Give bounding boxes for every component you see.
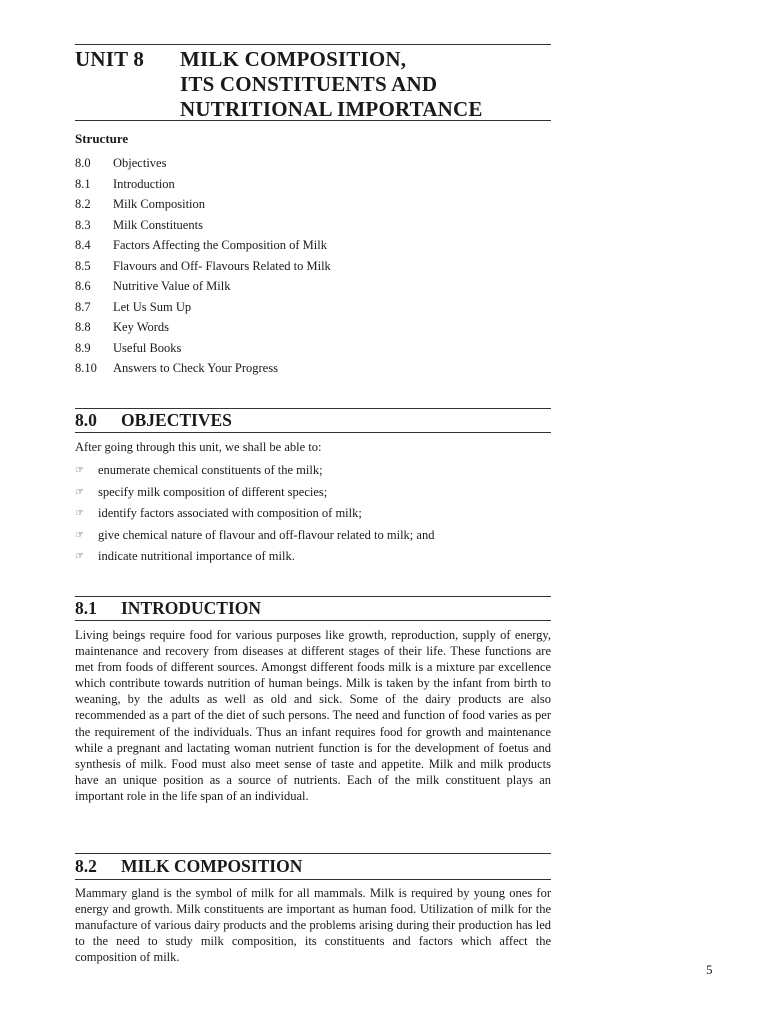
page-number: 5 (706, 962, 713, 977)
pointing-hand-icon: ☞ (75, 551, 84, 562)
toc-item (75, 215, 551, 236)
toc-item (75, 297, 551, 318)
objective-item (75, 460, 551, 482)
toc-label: Factors Affecting the Composition of Milk (113, 238, 327, 252)
section-number: 8.2 (75, 856, 97, 876)
toc-item (75, 153, 551, 174)
toc-number: 8.5 (75, 258, 91, 273)
toc-item (75, 194, 551, 215)
toc-item (75, 256, 551, 277)
pointing-hand-icon: ☞ (75, 465, 84, 476)
pointing-hand-icon: ☞ (75, 508, 84, 519)
toc-item (75, 338, 551, 359)
section-bottom-rule (75, 879, 551, 880)
objective-text: give chemical nature of flavour and off-flavour related to milk; and (98, 527, 435, 542)
objective-item (75, 503, 551, 525)
toc-item (75, 174, 551, 195)
section-bottom-rule (75, 620, 551, 621)
toc-label: Milk Constituents (113, 217, 203, 232)
unit-title-line: NUTRITIONAL IMPORTANCE (180, 97, 483, 121)
section-title: MILK COMPOSITION (121, 856, 303, 876)
objective-item (75, 482, 551, 504)
section-title: INTRODUCTION (121, 598, 262, 618)
toc-item (75, 235, 551, 256)
pointing-hand-icon: ☞ (75, 529, 84, 541)
toc-number: 8.8 (75, 320, 91, 334)
toc-label: Useful Books (113, 340, 182, 355)
toc-item (75, 358, 551, 379)
introduction-paragraph: Living beings require food for various purposes like growth, reproduction, supply of energy, maintenance and recovery from diseases at different stages of their life. These functions are met from foods of different sources. Amongst different foods milk is a mixture par excellence which contribute towards nutrition of human beings. Milk is taken by the infant from birth to weaning, by the adults as well as old and sick. Some of the dairy products are also recommended as a part of the diet of such persons. The need and function of food varies as per the requirement of the individuals. Thus an infant requires food for growth and maintenance while a pregnant and lactating woman nutrient function is for the development of foetus and synthesis of milk. Food must also meet sense of taste and appetite. Milk and milk products have an unique position as a source of nutrients. Each of the milk constituent plays an important role in the life span of an individual. (75, 628, 551, 803)
toc-label: Milk Composition (113, 197, 206, 211)
structure-list (75, 153, 551, 379)
objective-item (75, 546, 551, 568)
unit-title-line: ITS CONSTITUENTS AND (180, 72, 438, 96)
toc-number: 8.7 (75, 299, 91, 314)
objectives-list (75, 460, 551, 568)
section-title: OBJECTIVES (121, 410, 232, 430)
toc-label: Objectives (113, 156, 167, 170)
toc-item (75, 276, 551, 297)
toc-label: Flavours and Off- Flavours Related to Milk (113, 258, 331, 273)
toc-label: Key Words (113, 320, 170, 334)
toc-number: 8.9 (75, 340, 91, 355)
header-bottom-rule (75, 120, 551, 121)
toc-number: 8.2 (75, 197, 91, 211)
toc-label: Introduction (113, 176, 175, 191)
section-heading-objectives (75, 409, 232, 431)
structure-heading: Structure (75, 131, 129, 146)
toc-label: Let Us Sum Up (113, 299, 192, 314)
section-heading-composition (75, 855, 302, 877)
section-bottom-rule (75, 432, 551, 433)
toc-number: 8.3 (75, 217, 91, 232)
toc-label: Answers to Check Your Progress (113, 361, 278, 375)
objective-item (75, 525, 551, 547)
composition-paragraph: Mammary gland is the symbol of milk for all mammals. Milk is required by young ones for energy and growth. Milk constituents are important as human food. Utilization of milk for the manufacture of various dairy products and the problems arising during their production has led to the need to study milk composition, its constituents and factors which affect the composition of milk. (75, 886, 551, 965)
objective-text: identify factors associated with composition of milk; (98, 506, 362, 520)
objectives-intro: After going through this unit, we shall be able to: (75, 440, 322, 454)
toc-number: 8.4 (75, 238, 91, 252)
section-number: 8.0 (75, 410, 97, 430)
toc-number: 8.10 (75, 361, 97, 375)
header-top-rule (75, 44, 551, 45)
unit-title (180, 47, 483, 122)
toc-label: Nutritive Value of Milk (113, 279, 231, 293)
pointing-hand-icon: ☞ (75, 486, 84, 498)
objective-text: indicate nutritional importance of milk. (98, 549, 295, 563)
objective-text: specify milk composition of different species; (98, 484, 328, 499)
toc-number: 8.1 (75, 176, 91, 191)
section-top-rule (75, 853, 551, 854)
section-heading-introduction (75, 597, 261, 619)
objective-text: enumerate chemical constituents of the milk; (98, 463, 323, 477)
unit-title-line: MILK COMPOSITION, (180, 47, 407, 71)
toc-number: 8.0 (75, 156, 91, 170)
section-number: 8.1 (75, 598, 97, 618)
unit-label: UNIT 8 (75, 47, 145, 71)
toc-item (75, 317, 551, 338)
toc-number: 8.6 (75, 279, 91, 293)
